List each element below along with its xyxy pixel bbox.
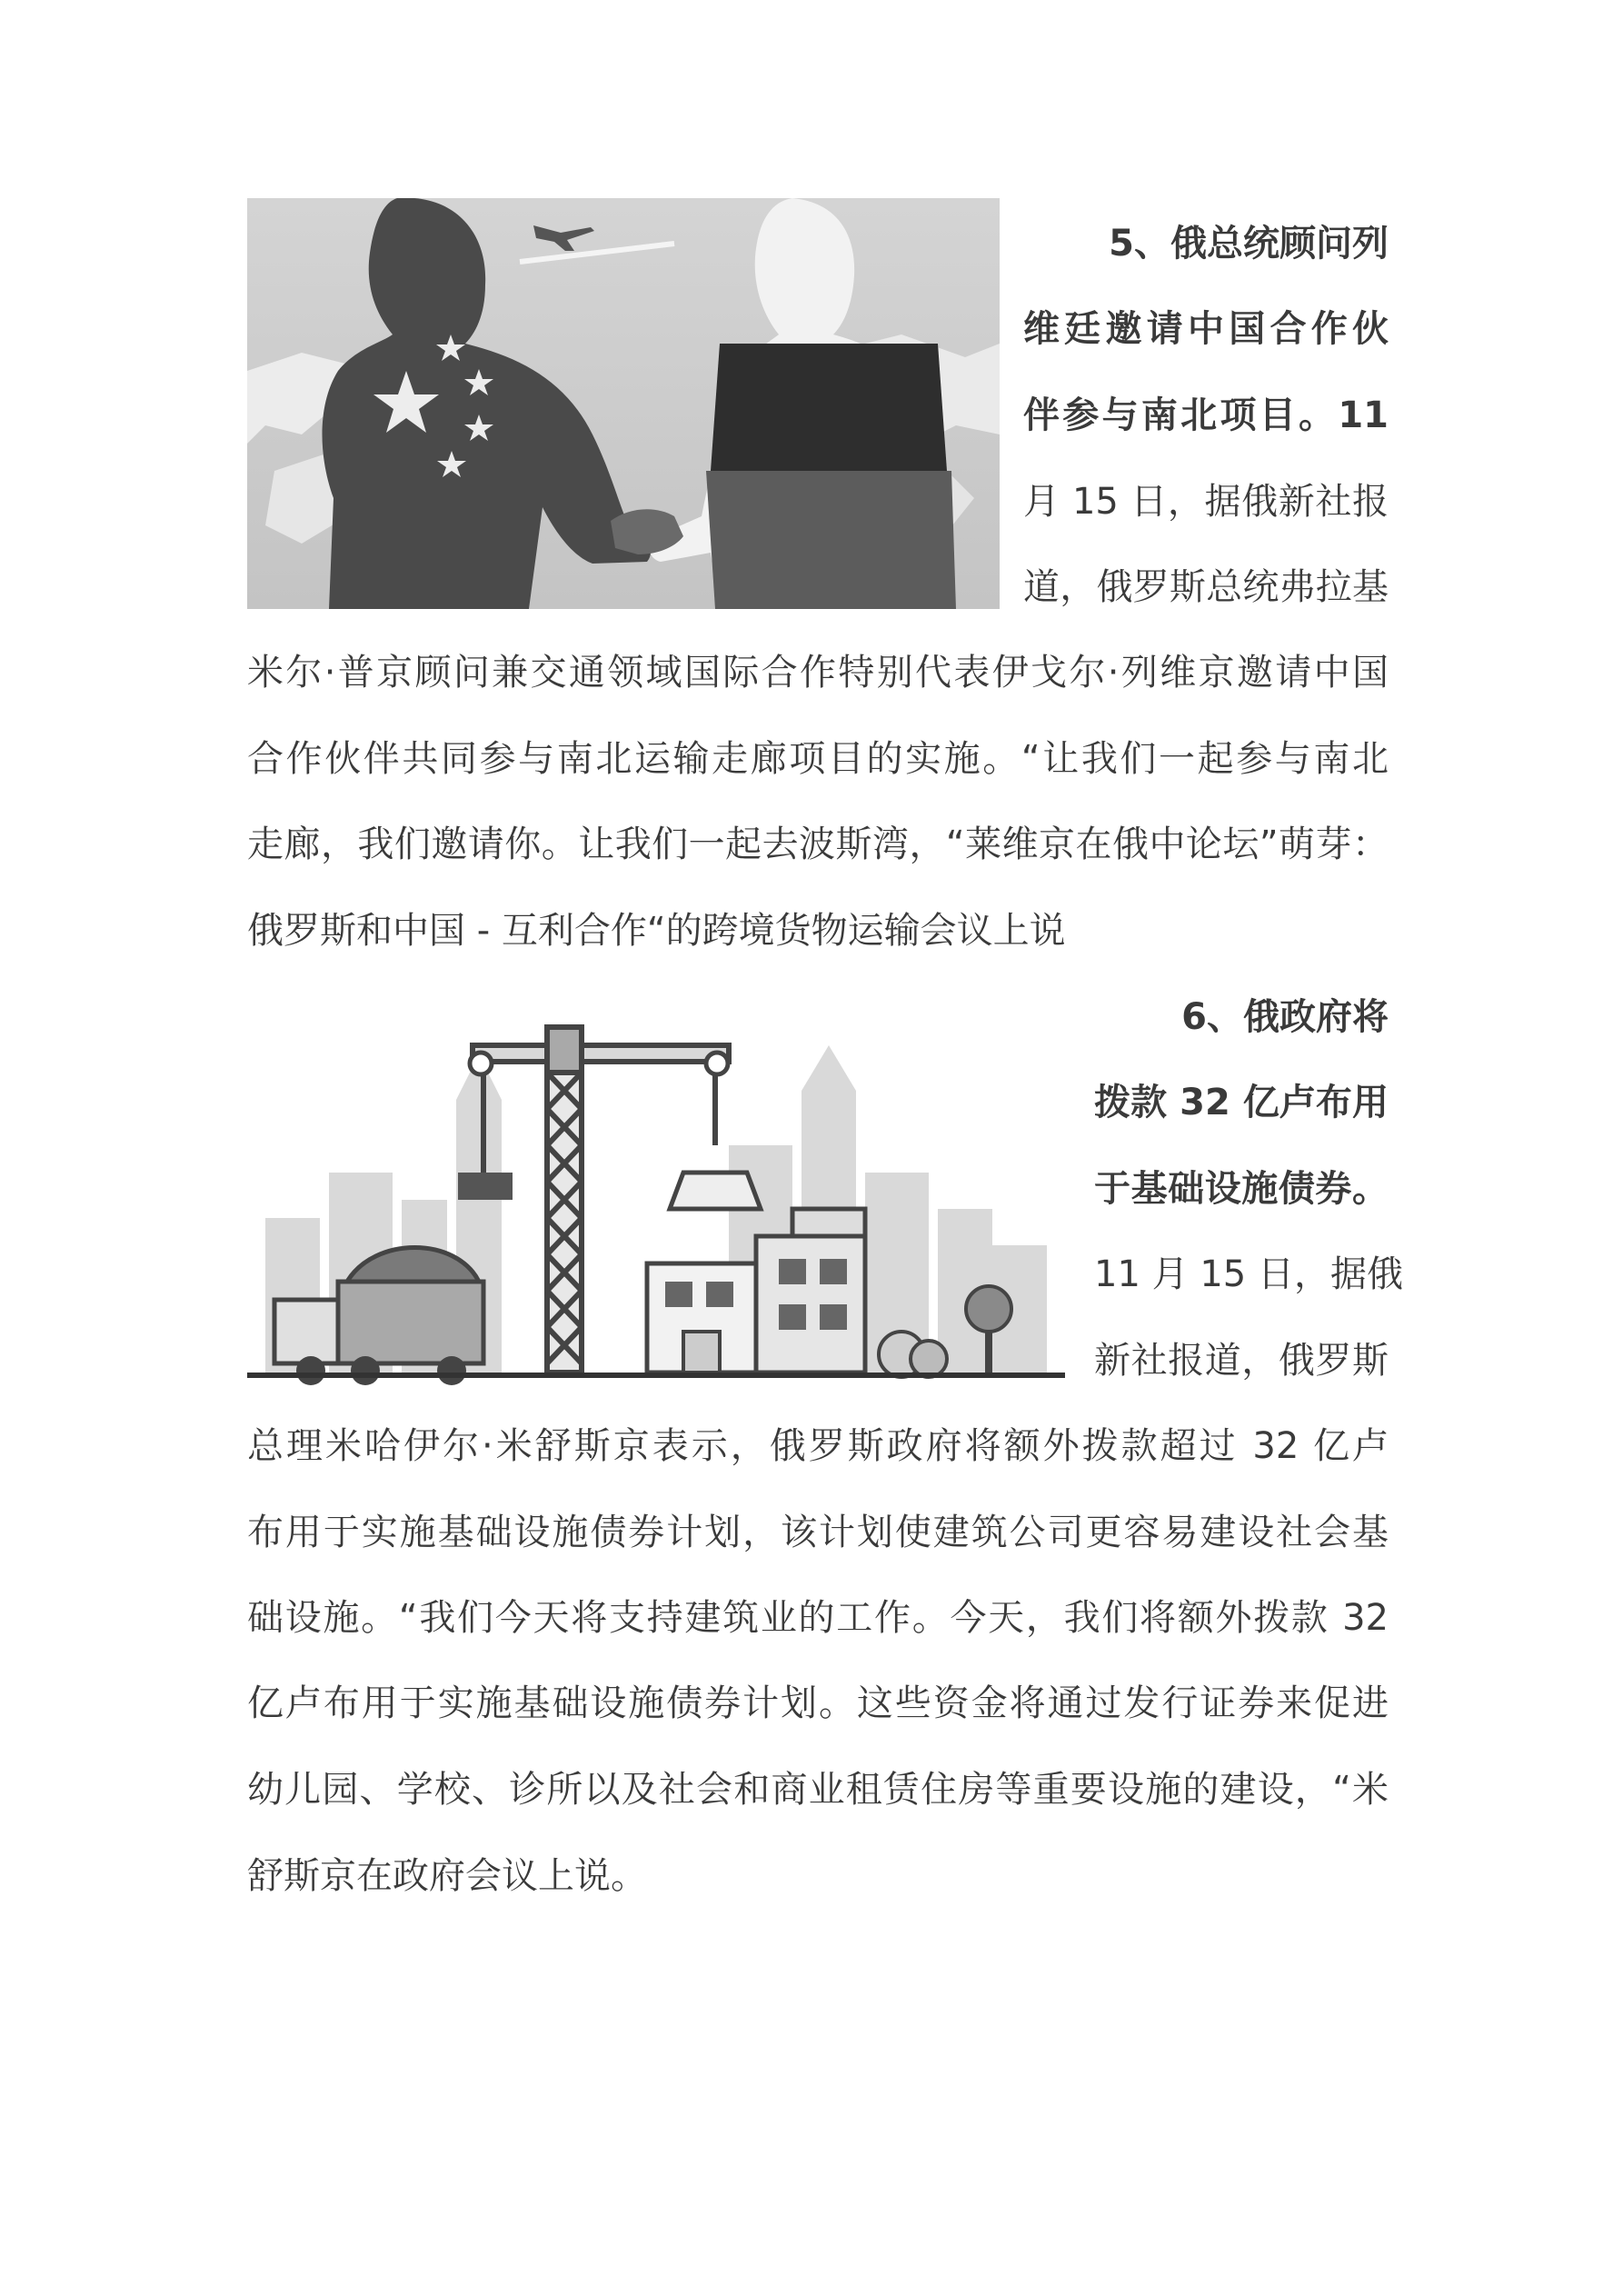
section6-heading-line-1: 6、俄政府将 <box>1181 996 1389 1038</box>
section6-heading-line-3: 于基础设施债券。 <box>1094 1168 1389 1210</box>
section6-text-line-4: 11 月 15 日，据俄 <box>1094 1253 1403 1295</box>
section6-body-line-5: 幼儿园、学校、诊所以及社会和商业租赁住房等重要设施的建设，“米 <box>247 1769 1389 1811</box>
section6-heading-line-2: 拨款 32 亿卢布用 <box>1094 1082 1389 1123</box>
section5-heading-tail: 伴参与南北项目。11 <box>1023 394 1389 436</box>
section5-heading-line-2: 维廷邀请中国合作伙 <box>1023 308 1389 350</box>
section5-body-line-3: 走廊，我们邀请你。让我们一起去波斯湾，“莱维京在俄中论坛”萌芽： <box>247 824 1389 865</box>
section6-body-line-1: 总理米哈伊尔·米舒斯京表示，俄罗斯政府将额外拨款超过 32 亿卢 <box>247 1425 1389 1467</box>
section5-body-line-2: 合作伙伴共同参与南北运输走廊项目的实施。“让我们一起参与南北 <box>247 738 1389 780</box>
construction-illustration <box>247 991 1065 1391</box>
section6-text-line-5: 新社报道，俄罗斯 <box>1094 1340 1389 1382</box>
section5-text-line-5: 道，俄罗斯总统弗拉基 <box>1023 566 1389 608</box>
section6-body-line-4: 亿卢布用于实施基础设施债券计划。这些资金将通过发行证券来促进 <box>247 1682 1389 1724</box>
section6-body-line-6: 舒斯京在政府会议上说。 <box>247 1855 647 1897</box>
handshake-illustration <box>247 198 1000 609</box>
section6-body-line-2: 布用于实施基础设施债券计划，该计划使建筑公司更容易建设社会基 <box>247 1512 1389 1553</box>
section5-body-line-1: 米尔·普京顾问兼交通领域国际合作特别代表伊戈尔·列维京邀请中国 <box>247 652 1389 694</box>
section5-body-line-4: 俄罗斯和中国 - 互利合作“的跨境货物运输会议上说 <box>247 910 1066 952</box>
section5-text-line-4: 月 15 日，据俄新社报 <box>1023 481 1389 523</box>
section5-text-line-3 <box>1023 392 1389 439</box>
section5-heading-line-1: 5、俄总统顾问列 <box>1109 223 1389 265</box>
section6-body-line-3: 础设施。“我们今天将支持建筑业的工作。今天，我们将额外拨款 32 <box>247 1597 1389 1639</box>
